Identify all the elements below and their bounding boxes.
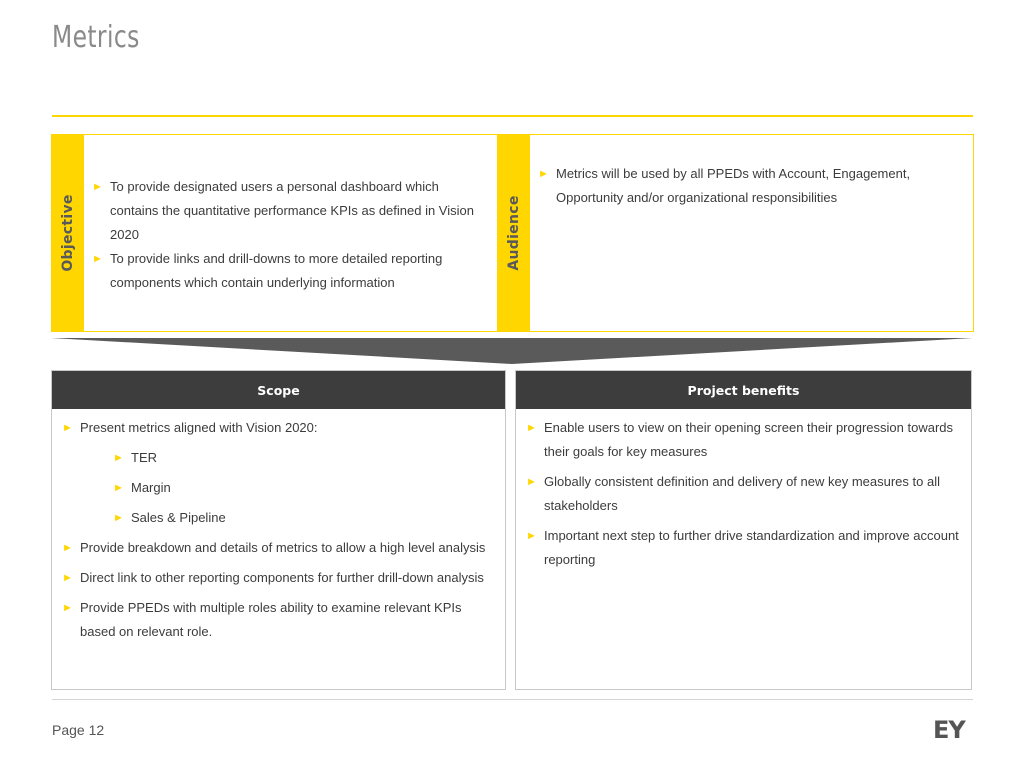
benefits-section: [515, 370, 972, 690]
right-pointer-icon: ►: [526, 476, 537, 488]
scope-bullet-text: Provide PPEDs with multiple roles ability to examine relevant KPIs based on relevant role.: [80, 600, 462, 639]
footer-divider: [52, 699, 973, 700]
title-underline: [52, 115, 973, 117]
audience-panel: [497, 134, 974, 332]
benefits-bullet: [526, 524, 961, 572]
objective-label: Objective: [60, 194, 76, 272]
right-pointer-icon: ►: [526, 530, 537, 542]
right-pointer-icon: ►: [62, 542, 73, 554]
objective-bullet: [92, 175, 484, 247]
objective-panel: [51, 134, 498, 332]
ey-logo: EY: [933, 716, 965, 744]
right-pointer-icon: ►: [113, 482, 124, 494]
funnel-connector: [51, 338, 973, 364]
right-pointer-icon: ►: [113, 512, 124, 524]
right-pointer-icon: ►: [62, 422, 73, 434]
right-pointer-icon: ►: [62, 602, 73, 614]
scope-bullet-text: Direct link to other reporting components for further drill-down analysis: [80, 570, 484, 585]
right-pointer-icon: ►: [92, 253, 103, 265]
audience-bullet-text: Metrics will be used by all PPEDs with Account, Engagement, Opportunity and/or organizational responsibilities: [556, 166, 911, 205]
scope-sub-bullet-text: TER: [131, 450, 157, 465]
right-pointer-icon: ►: [113, 452, 124, 464]
scope-sub-bullet-text: Sales & Pipeline: [131, 510, 226, 525]
objective-bullet: [92, 247, 484, 295]
scope-sub-bullet: [113, 476, 495, 500]
right-pointer-icon: ►: [92, 181, 103, 193]
scope-sub-bullet-text: Margin: [131, 480, 171, 495]
right-pointer-icon: ►: [538, 168, 549, 180]
scope-header: Scope: [52, 371, 505, 409]
benefits-header: Project benefits: [516, 371, 971, 409]
page-number: Page 12: [52, 722, 105, 738]
audience-list: [538, 162, 963, 210]
benefits-bullet-text: Important next step to further drive standardization and improve account reporting: [544, 528, 959, 567]
scope-bullet: [62, 416, 495, 440]
scope-bullet-text: Present metrics aligned with Vision 2020:: [80, 420, 318, 435]
scope-sub-bullet: [113, 446, 495, 470]
audience-tab: [498, 135, 530, 331]
benefits-bullet-text: Enable users to view on their opening screen their progression towards their goals for key measures: [544, 420, 954, 459]
objective-list: [92, 175, 484, 295]
audience-bullet: [538, 162, 963, 210]
benefits-bullet: [526, 416, 961, 464]
scope-list: [62, 416, 495, 650]
scope-bullet-text: Provide breakdown and details of metrics to allow a high level analysis: [80, 540, 486, 555]
benefits-bullet-text: Globally consistent definition and delivery of new key measures to all stakeholders: [544, 474, 940, 513]
benefits-bullet: [526, 470, 961, 518]
right-pointer-icon: ►: [526, 422, 537, 434]
scope-bullet: [62, 596, 495, 644]
page-title: Metrics: [52, 20, 140, 55]
objective-tab: [52, 135, 84, 331]
audience-label: Audience: [506, 195, 522, 271]
scope-bullet: [62, 566, 495, 590]
scope-section: [51, 370, 506, 690]
scope-sub-bullet: [113, 506, 495, 530]
objective-bullet-text: To provide links and drill-downs to more detailed reporting components which contain underlying information: [110, 251, 443, 290]
objective-bullet-text: To provide designated users a personal dashboard which contains the quantitative performance KPIs as defined in Vision 2020: [110, 179, 474, 242]
scope-bullet: [62, 536, 495, 560]
right-pointer-icon: ►: [62, 572, 73, 584]
benefits-list: [526, 416, 961, 578]
